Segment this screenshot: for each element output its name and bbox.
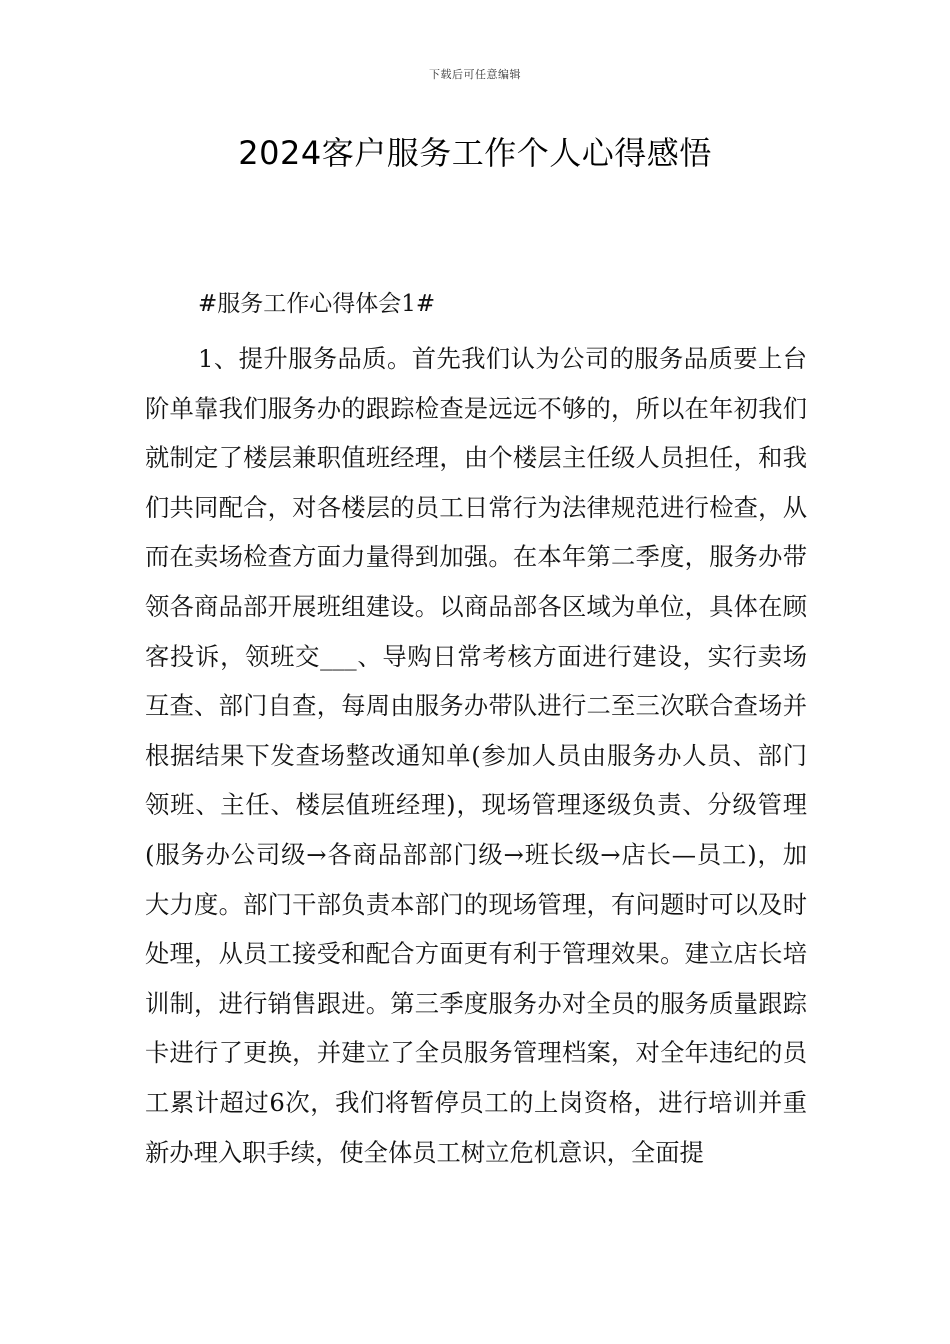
document-title: 2024客户服务工作个人心得感悟	[238, 134, 712, 172]
body-paragraph: 1、提升服务品质。首先我们认为公司的服务品质要上台阶单靠我们服务办的跟踪检查是远远不够的，所以在年初我们就制定了楼层兼职值班经理，由个楼层主任级人员担任，和我们共同配合，对各楼层的员工日常行为法律规范进行检查，从而在卖场检查方面力量得到加强。在本年第二季度，服务办带领各商品部开展班组建设。以商品部各区域为单位，具体在顾客投诉，领班交___、导购日常考核方面进行建设，实行卖场互查、部门自查，每周由服务办带队进行二至三次联合查场并根据结果下发查场整改通知单(参加人员由服务办人员、部门领班、主任、楼层值班经理)，现场管理逐级负责、分级管理(服务办公司级→各商品部部门级→班长级→店长—员工)，加大力度。部门干部负责本部门的现场管理，有问题时可以及时处理，从员工接受和配合方面更有利于管理效果。建立店长培训制，进行销售跟进。第三季度服务办对全员的服务质量跟踪卡进行了更换，并建立了全员服务管理档案，对全年违纪的员工累计超过6次，我们将暂停员工的上岗资格，进行培训并重新办理入职手续，使全体员工树立危机意识，全面提	[145, 344, 807, 1167]
header-note: 下载后可任意编辑	[429, 68, 521, 81]
section-heading: #服务工作心得体会1#	[198, 291, 436, 317]
